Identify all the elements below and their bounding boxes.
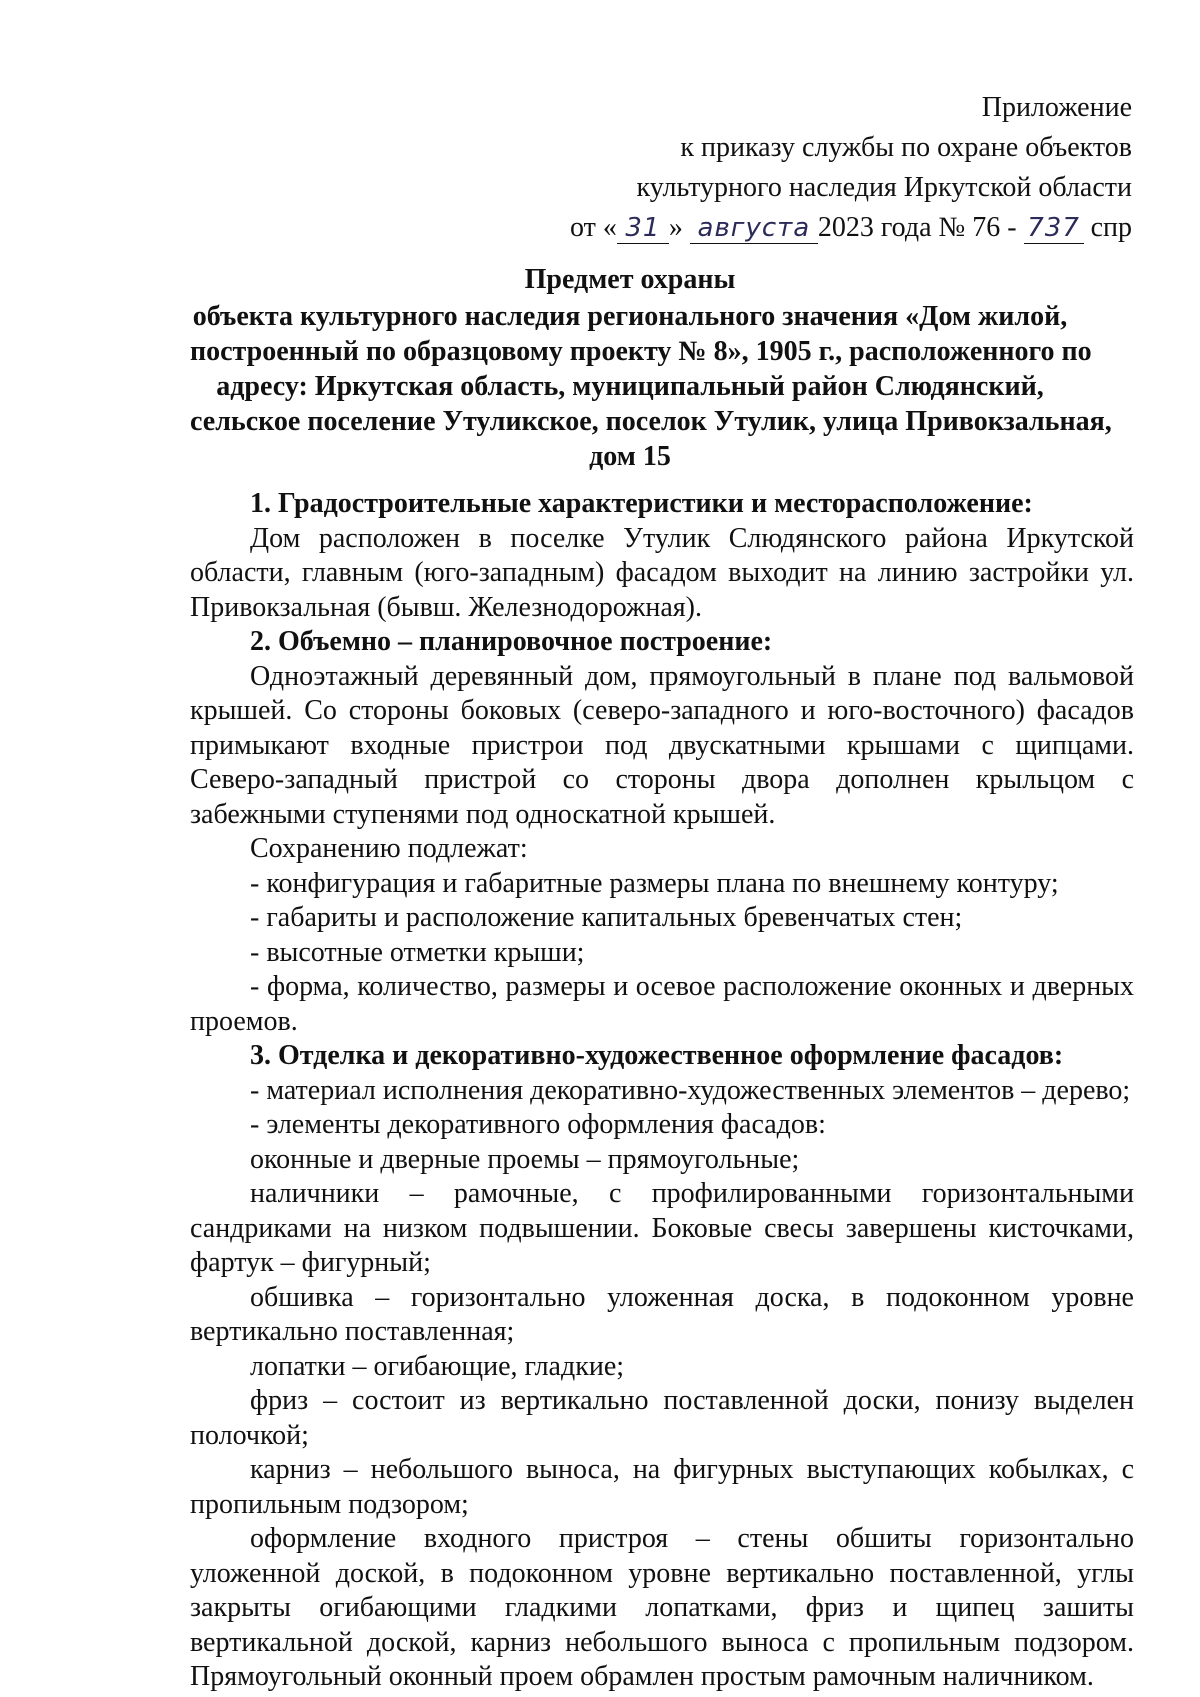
section-3-item: - материал исполнения декоративно-художественных элементов – дерево; xyxy=(250,1074,1131,1106)
appendix-order-ref: к приказу службы по охране объектов xyxy=(680,132,1132,163)
section-3-heading: 3. Отделка и декоративно-художественное оформление фасадов: xyxy=(250,1040,1064,1071)
title-line-3: адресу: Иркутская область, муниципальный район Слюдянский, xyxy=(216,371,1044,402)
section-2-item: - габариты и расположение капитальных бревенчатых стен; xyxy=(250,902,963,933)
section-3-item: оформление входного пристроя – стены обшиты горизонтально уложенной доской, в подоконном уровне вертикально поставленной, углы закрыты огибающими гладкими лопатками, фриз и щипец зашиты вертикальной доской, карниз небольшого выноса с пропильным подзором. Прямоугольный оконный проем обрамлен простым рамочным наличником. xyxy=(190,1523,1134,1692)
appendix-authority: культурного наследия Иркутской области xyxy=(636,172,1132,203)
section-3-item: - элементы декоративного оформления фасадов: xyxy=(250,1109,826,1140)
handwritten-month: августа xyxy=(690,213,818,244)
section-3-item: наличники – рамочные, с профилированными горизонтальными сандриками на низком подвышении. Боковые свесы завершены кисточками, фартук – фигурный; xyxy=(190,1178,1134,1278)
section-1-text: Дом расположен в поселке Утулик Слюдянского района Иркутской области, главным (юго-западным) фасадом выходит на линию застройки ул. Привокзальная (бывш. Железнодорожная). xyxy=(190,522,1134,623)
title-line-4: сельское поселение Утуликское, поселок Утулик, улица Привокзальная, xyxy=(190,406,1112,437)
date-suffix: 2023 года № 76 - xyxy=(817,212,1017,243)
section-2-item: - высотные отметки крыши; xyxy=(250,936,585,968)
document-body xyxy=(190,487,1134,1695)
section-2-item: - форма, количество, размеры и осевое расположение оконных и дверных проемов. xyxy=(190,971,1134,1037)
section-2-preserve-label: Сохранению подлежат: xyxy=(250,833,528,864)
title-line-5: дом 15 xyxy=(589,441,671,472)
date-mid: » xyxy=(668,212,683,243)
title-line-1: объекта культурного наследия регионального значения «Дом жилой, xyxy=(192,301,1068,332)
section-2-text: Одноэтажный деревянный дом, прямоугольный в плане под вальмовой крышей. Со стороны боковых (северо-западного и юго-восточного) фасадов примыкают входные пристрои под двускатными крышами с щипцами. Северо-западный пристрой со стороны двора дополнен крыльцом с забежными ступенями под односкатной крышей. xyxy=(190,660,1134,830)
section-3-item: фриз – состоит из вертикально поставленной доски, понизу выделен полочкой; xyxy=(190,1385,1134,1451)
appendix-title: Приложение xyxy=(981,92,1132,123)
appendix-block xyxy=(570,88,1132,248)
section-3-item: карниз – небольшого выноса, на фигурных выступающих кобылках, с пропильным подзором; xyxy=(190,1454,1134,1520)
section-3-item: обшивка – горизонтально уложенная доска, в подоконном уровне вертикально поставленная; xyxy=(190,1281,1134,1347)
title-heading: Предмет охраны xyxy=(524,264,736,295)
appendix-date-line xyxy=(570,208,1132,248)
title-line-2: построенный по образцовому проекту № 8», 1905 г., расположенного по xyxy=(190,336,1092,367)
date-prefix: от « xyxy=(570,212,617,243)
handwritten-number: 737 xyxy=(1024,213,1084,244)
section-3-item: лопатки – огибающие, гладкие; xyxy=(250,1350,625,1382)
document-title xyxy=(190,262,1112,474)
section-1-heading: 1. Градостроительные характеристики и месторасположение: xyxy=(250,488,1033,519)
number-suffix: спр xyxy=(1090,212,1132,243)
handwritten-day: 31 xyxy=(617,213,669,244)
section-3-item: оконные и дверные проемы – прямоугольные; xyxy=(250,1143,800,1175)
section-2-item: - конфигурация и габаритные размеры плана по внешнему контуру; xyxy=(250,867,1059,899)
section-2-heading: 2. Объемно – планировочное построение: xyxy=(250,626,773,657)
